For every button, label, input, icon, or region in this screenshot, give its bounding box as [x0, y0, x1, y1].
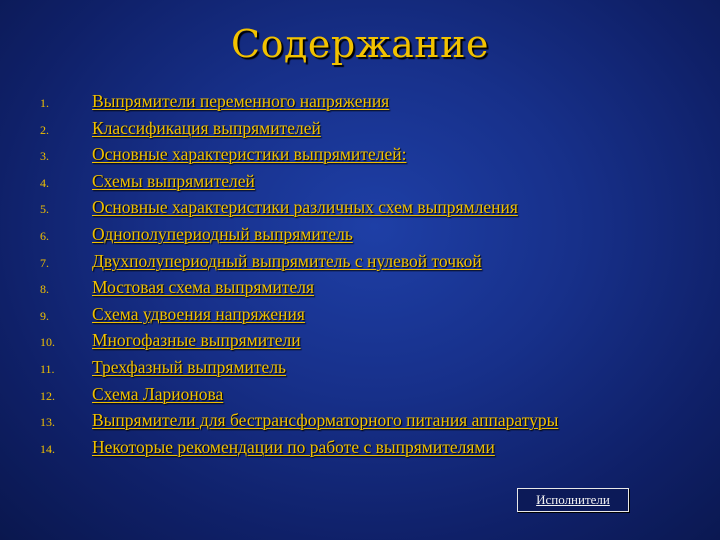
item-number: 12.	[40, 388, 55, 403]
list-item	[0, 143, 720, 170]
item-number: 6.	[40, 228, 49, 243]
toc-link[interactable]: Некоторые рекомендации по работе с выпрямителями	[92, 436, 495, 457]
item-number: 3.	[40, 149, 49, 164]
list-item	[0, 90, 720, 117]
toc-link[interactable]: Основные характеристики различных схем выпрямления	[92, 197, 518, 218]
item-number: 14.	[40, 441, 55, 456]
page-title: Содержание	[231, 22, 489, 66]
item-number: 9.	[40, 308, 49, 323]
toc-link[interactable]: Двухполупериодный выпрямитель с нулевой точкой	[92, 250, 482, 271]
item-number: 10.	[40, 335, 55, 350]
toc-link[interactable]: Выпрямители для бестрансформаторного питания аппаратуры	[92, 410, 559, 431]
toc-link[interactable]: Многофазные выпрямители	[92, 330, 301, 351]
list-item	[0, 409, 720, 436]
toc-link[interactable]: Классификация выпрямителей	[92, 117, 321, 138]
item-number: 8.	[40, 282, 49, 297]
list-item	[0, 436, 720, 463]
item-number: 11.	[40, 361, 55, 376]
toc-link[interactable]: Схемы выпрямителей	[92, 170, 255, 191]
table-of-contents	[0, 90, 720, 462]
list-item	[0, 250, 720, 277]
toc-link[interactable]: Схема удвоения напряжения	[92, 303, 305, 324]
item-number: 1.	[40, 96, 49, 110]
toc-link[interactable]: Схема Ларионова	[92, 383, 224, 404]
list-item	[0, 303, 720, 330]
list-item	[0, 383, 720, 410]
toc-link[interactable]: Основные характеристики выпрямителей:	[92, 144, 407, 165]
toc-link[interactable]: Мостовая схема выпрямителя	[92, 277, 315, 298]
item-number: 7.	[40, 255, 49, 270]
executors-button[interactable]: Исполнители	[517, 488, 629, 512]
item-number: 4.	[40, 175, 49, 190]
toc-link[interactable]: Выпрямители переменного напряжения	[92, 91, 390, 111]
list-item	[0, 356, 720, 383]
list-item	[0, 196, 720, 223]
list-item	[0, 329, 720, 356]
list-item	[0, 276, 720, 303]
toc-link[interactable]: Трехфазный выпрямитель	[92, 356, 287, 377]
list-item	[0, 170, 720, 197]
item-number: 5.	[40, 202, 49, 217]
toc-link[interactable]: Однополупериодный выпрямитель	[92, 223, 353, 244]
item-number: 2.	[40, 122, 49, 137]
list-item	[0, 117, 720, 144]
list-item	[0, 223, 720, 250]
item-number: 13.	[40, 415, 55, 430]
